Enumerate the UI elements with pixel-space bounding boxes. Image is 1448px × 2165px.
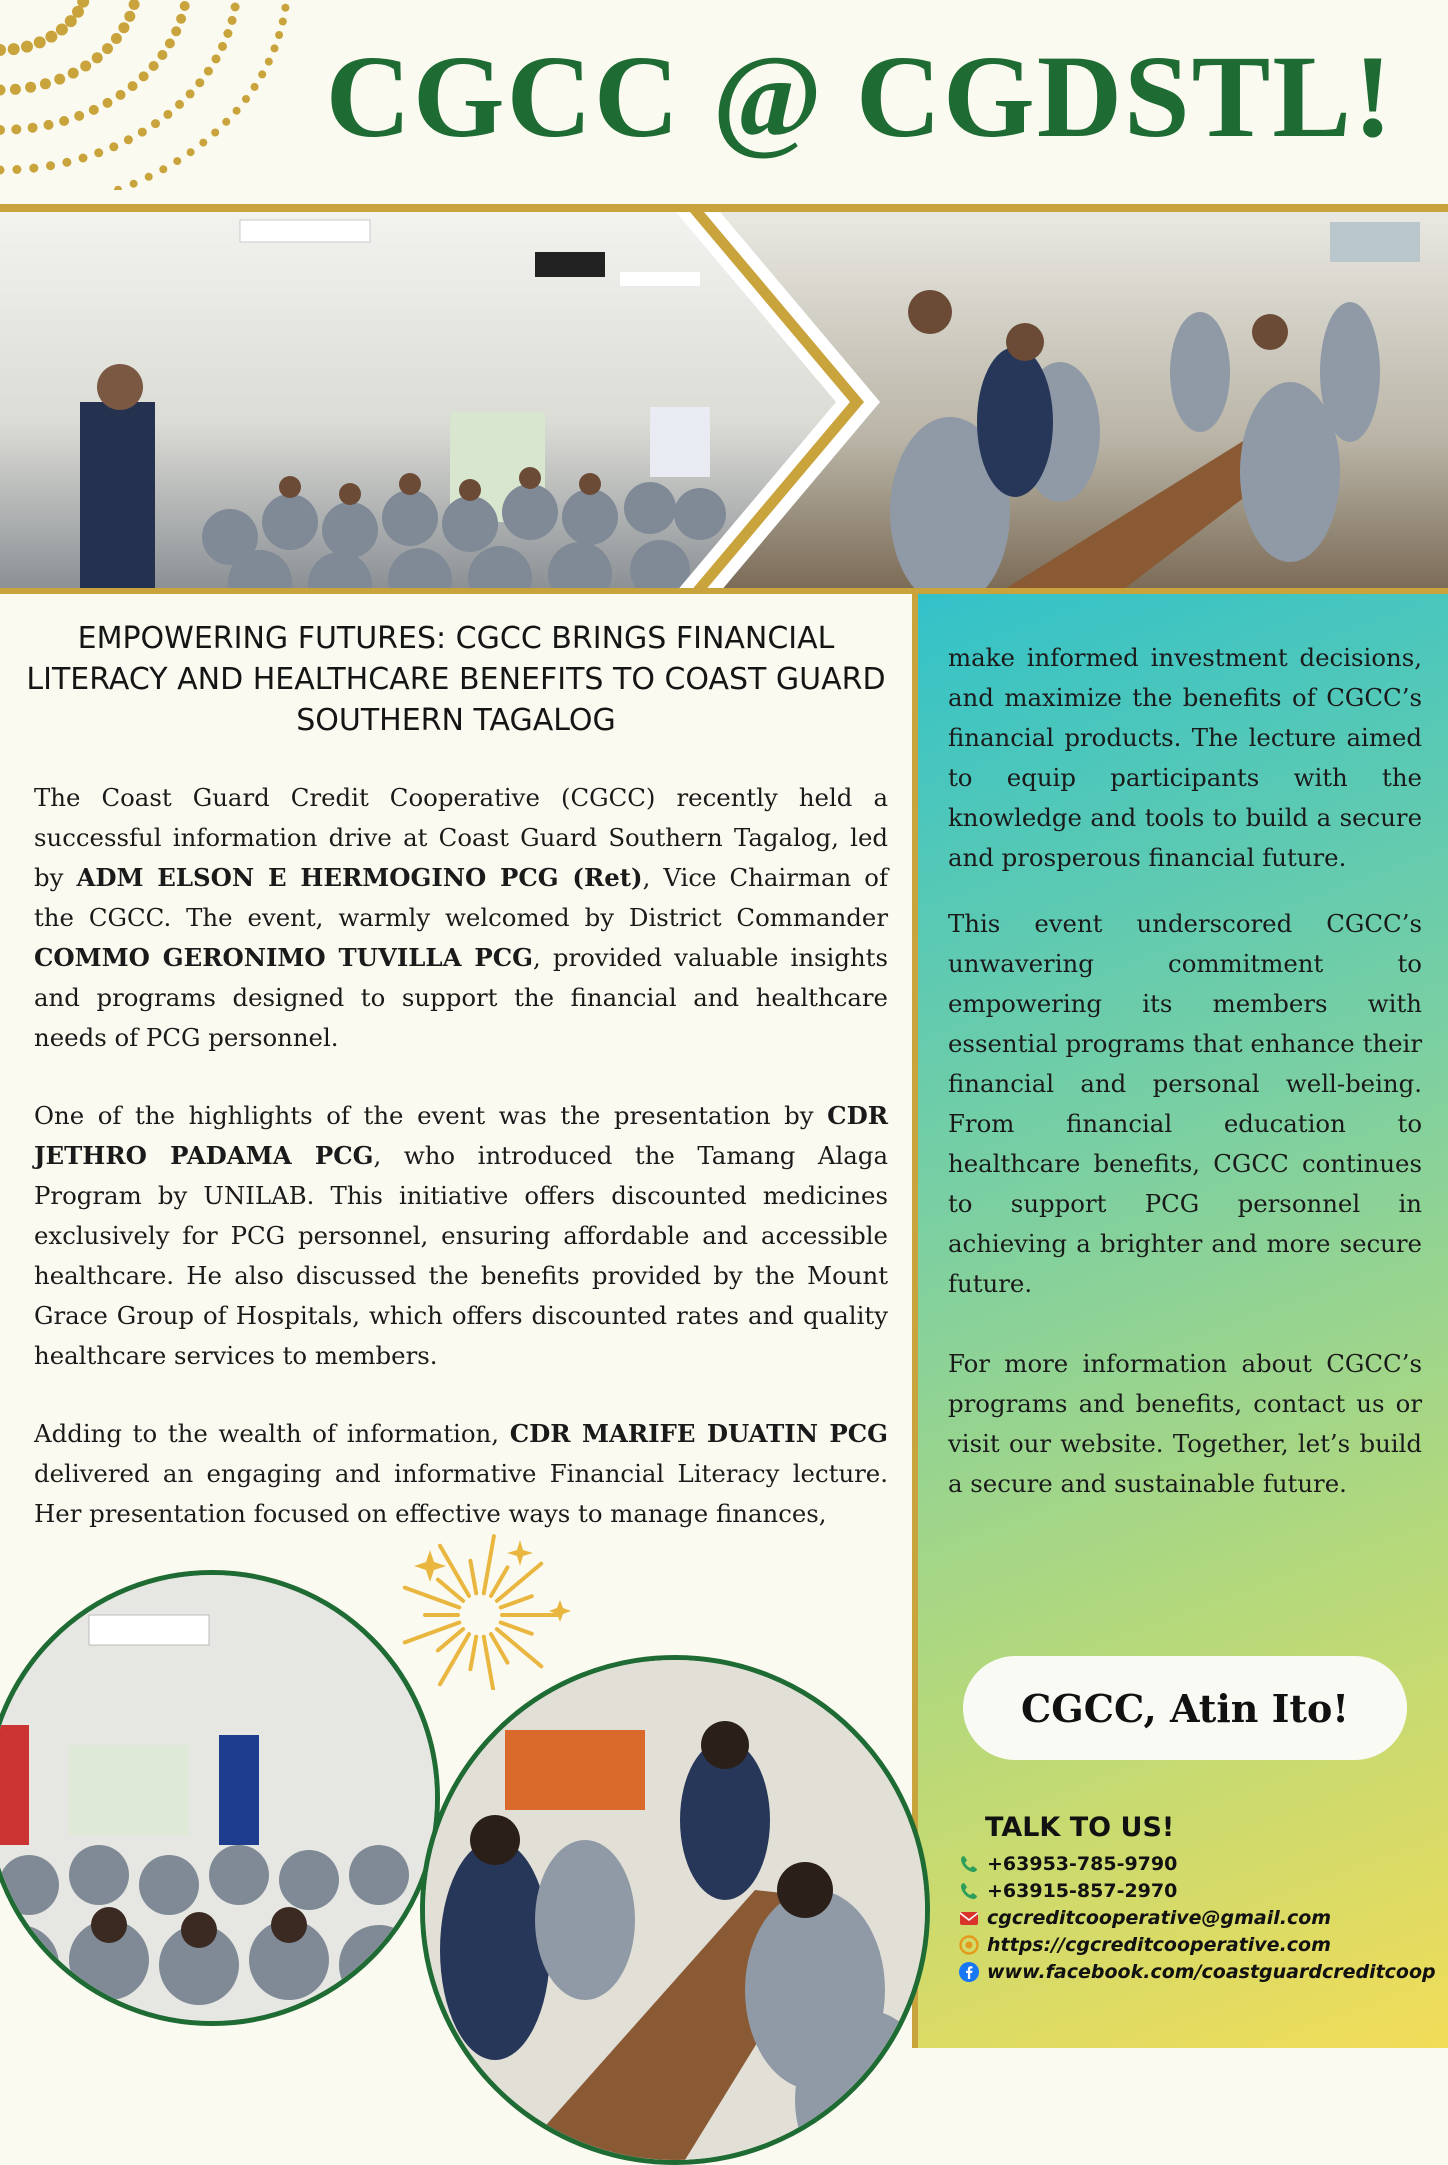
facebook-icon (958, 1961, 980, 1983)
contact-title: TALK TO US! (985, 1812, 1175, 1843)
paragraph-1: The Coast Guard Credit Cooperative (CGCC) recently held a successful information drive at Coast Guard Southern Tagalog, led by ADM ELSON E HERMOGINO PCG (Ret), Vice Chairman of the CGCC. The event, warmly welcomed by District Commander COMMO GERONIMO TUVILLA PCG, provided valuable insights and programs designed to support the financial and healthcare needs of PCG personnel. (34, 783, 888, 1052)
dotted-arc-decoration (0, 0, 320, 190)
article-headline: EMPOWERING FUTURES: CGCC BRINGS FINANCIAL LITERACY AND HEALTHCARE BENEFITS TO COAST GUARD SOUTHERN TAGALOG (26, 621, 886, 738)
article-left-column (34, 778, 888, 1534)
mail-icon (958, 1907, 980, 1929)
contact-phone-2[interactable]: +63915-857-2970 (958, 1877, 1438, 1904)
cta-slogan: CGCC, Atin Ito! (963, 1656, 1407, 1760)
article-right-column (948, 638, 1422, 1530)
paragraph-5: This event underscored CGCC’s unwavering commitment to empowering its members with essential programs that enhance their financial and personal well-being. From financial education to healthcare benefits, CGCC continues to support PCG personnel in achieving a brighter and more secure future. (948, 909, 1422, 1298)
paragraph-3: Adding to the wealth of information, CDR MARIFE DUATIN PCG delivered an engaging and informative Financial Literacy lecture. Her presentation focused on effective ways to manage finances, (34, 1419, 888, 1528)
contact-list (958, 1850, 1438, 1985)
contact-email[interactable]: cgcreditcooperative@gmail.com (958, 1904, 1438, 1931)
registration-circle-photo (420, 1655, 930, 2165)
seminar-circle-photo (0, 1570, 440, 2026)
contact-phone-1[interactable]: +63953-785-9790 (958, 1850, 1438, 1877)
page-title: CGCC @ CGDSTL! (325, 31, 1395, 162)
paragraph-6: For more information about CGCC’s programs and benefits, contact us or visit our website. Together, let’s build a secure and sustainable future. (948, 1349, 1422, 1498)
phone-icon (958, 1853, 980, 1875)
paragraph-4: make informed investment decisions, and maximize the benefits of CGCC’s financial products. The lecture aimed to equip participants with the knowledge and tools to build a secure and prosperous financial future. (948, 643, 1422, 872)
phone-icon (958, 1880, 980, 1902)
web-icon (958, 1934, 980, 1956)
paragraph-2: One of the highlights of the event was the presentation by CDR JETHRO PADAMA PCG, who introduced the Tamang Alaga Program by UNILAB. This initiative offers discounted medicines exclusively for PCG personnel, ensuring affordable and accessible healthcare. He also discussed the benefits provided by the Mount Grace Group of Hospitals, which offers discounted rates and quality healthcare services to members. (34, 1101, 888, 1370)
banner-photos (0, 212, 1448, 592)
contact-website[interactable]: https://cgcreditcooperative.com (958, 1931, 1438, 1958)
gold-divider-top (0, 204, 1448, 212)
contact-facebook[interactable]: www.facebook.com/coastguardcreditcoop (958, 1958, 1438, 1985)
